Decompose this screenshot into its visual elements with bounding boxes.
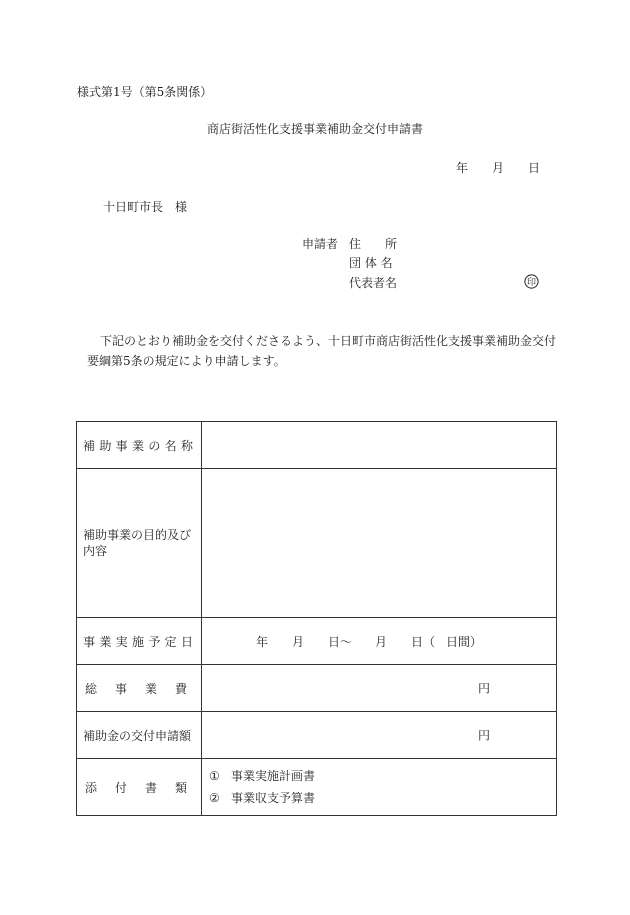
period-day-1: 日～ bbox=[328, 634, 353, 649]
label-char: 類 bbox=[174, 780, 187, 795]
date-month: 月 bbox=[492, 161, 505, 175]
body-line-2: 要綱第5条の規定により申請します。 bbox=[87, 354, 286, 368]
label-char: 付 bbox=[114, 780, 127, 795]
label-char: 称 bbox=[180, 438, 193, 453]
period-field[interactable] bbox=[202, 618, 557, 665]
attachment-item bbox=[209, 787, 556, 809]
seal-icon bbox=[524, 274, 539, 289]
project-name-label bbox=[77, 422, 202, 469]
seal-char: 印 bbox=[526, 278, 537, 288]
table-row-total-cost bbox=[77, 665, 557, 712]
period-year-1: 年 bbox=[256, 634, 269, 649]
attachment-num: ② bbox=[209, 791, 220, 805]
period-month-2: 月 bbox=[375, 634, 388, 649]
body-line-1: 下記のとおり補助金を交付くださるよう、十日町市商店街活性化支援事業補助金交付 bbox=[100, 334, 557, 348]
addressee: 十日町市長 様 bbox=[103, 200, 188, 214]
label-char: 施 bbox=[131, 634, 144, 649]
label-char: の bbox=[148, 438, 161, 453]
period-month-1: 月 bbox=[292, 634, 305, 649]
address-label: 住 所 bbox=[349, 237, 398, 251]
table-row-period bbox=[77, 618, 557, 665]
body-text bbox=[77, 331, 557, 371]
label-char: 事 bbox=[114, 681, 127, 696]
table-row-subsidy-amount bbox=[77, 712, 557, 759]
subsidy-amount-label: 補助金の交付申請額 bbox=[77, 712, 202, 759]
label-char: 書 bbox=[144, 780, 157, 795]
label-char: 総 bbox=[85, 681, 98, 696]
label-char: 事 bbox=[83, 634, 96, 649]
date-day: 日 bbox=[528, 161, 541, 175]
table-row-purpose bbox=[77, 469, 557, 618]
label-char: 添 bbox=[85, 780, 98, 795]
label-char: 予 bbox=[148, 634, 161, 649]
subsidy-amount-field[interactable] bbox=[202, 712, 557, 759]
label-char: 実 bbox=[115, 634, 128, 649]
attachments-field bbox=[202, 759, 557, 816]
attachment-item bbox=[209, 765, 556, 787]
form-number: 様式第1号（第5条関係） bbox=[77, 85, 213, 99]
period-day-2: 日（ bbox=[411, 634, 436, 649]
label-char: 業 bbox=[144, 681, 157, 696]
label-char: 補 bbox=[83, 438, 96, 453]
date-year: 年 bbox=[456, 161, 469, 175]
document-title: 商店街活性化支援事業補助金交付申請書 bbox=[206, 122, 423, 136]
date-line bbox=[456, 161, 540, 175]
label-char: 業 bbox=[99, 634, 112, 649]
label-char: 名 bbox=[164, 438, 177, 453]
table-row-project-name bbox=[77, 422, 557, 469]
subsidy-amount-unit: 円 bbox=[477, 728, 490, 743]
total-cost-field[interactable] bbox=[202, 665, 557, 712]
attachment-text: 事業実施計画書 bbox=[231, 769, 316, 783]
table-row-attachments bbox=[77, 759, 557, 816]
application-table bbox=[76, 421, 557, 816]
group-name-label: 団 体 名 bbox=[349, 256, 393, 270]
attachment-text: 事業収支予算書 bbox=[231, 791, 316, 805]
attachments-label bbox=[77, 759, 202, 816]
purpose-label: 補助事業の目的及び内容 bbox=[77, 469, 202, 618]
label-char: 助 bbox=[99, 438, 112, 453]
applicant-label: 申請者 bbox=[302, 237, 339, 251]
period-label bbox=[77, 618, 202, 665]
representative-label: 代表者名 bbox=[349, 276, 398, 290]
attachment-num: ① bbox=[209, 769, 220, 783]
label-char: 業 bbox=[131, 438, 144, 453]
total-cost-unit: 円 bbox=[477, 681, 490, 696]
label-char: 定 bbox=[164, 634, 177, 649]
project-name-field[interactable] bbox=[202, 422, 557, 469]
label-char: 日 bbox=[180, 634, 193, 649]
label-char: 事 bbox=[115, 438, 128, 453]
label-char: 費 bbox=[174, 681, 187, 696]
period-days: 日間） bbox=[446, 634, 483, 649]
total-cost-label bbox=[77, 665, 202, 712]
purpose-field[interactable] bbox=[202, 469, 557, 618]
